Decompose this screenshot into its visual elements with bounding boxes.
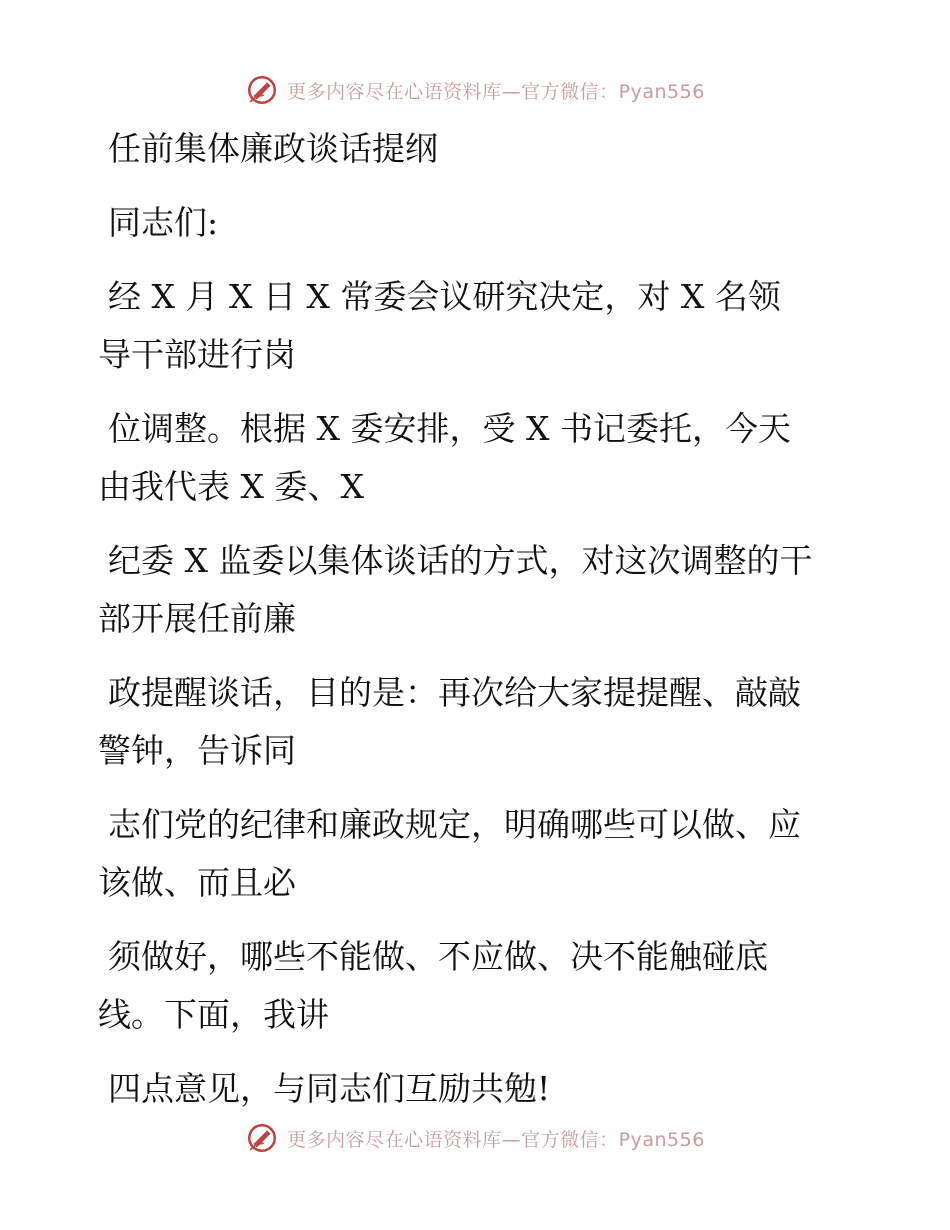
paragraph-line: 四点意见，与同志们互励共勉! [108, 1069, 551, 1108]
paragraph-line: 线。下面，我讲 [98, 995, 329, 1034]
paragraph-line: 该做、而且必 [98, 863, 296, 902]
watermark-bottom [0, 1118, 950, 1158]
document-title: 任前集体廉政谈话提纲 [108, 129, 438, 168]
paragraph-line: 志们党的纪律和廉政规定，明确哪些可以做、应 [108, 805, 801, 844]
salutation: 同志们: [108, 203, 219, 242]
paragraph-line: 由我代表 X 委、X [98, 467, 364, 506]
paragraph-line: 政提醒谈话，目的是：再次给大家提提醒、敲敲 [108, 673, 801, 712]
rose-pen-icon [245, 73, 279, 107]
paragraph-line: 部开展任前廉 [98, 599, 296, 638]
paragraph-line: 须做好，哪些不能做、不应做、决不能触碰底 [108, 937, 768, 976]
watermark-text: 更多内容尽在心语资料库—官方微信：Pyan556 [287, 80, 705, 103]
paragraph-line: 警钟，告诉同 [98, 731, 296, 770]
watermark-top [0, 70, 950, 110]
paragraph-line: 位调整。根据 X 委安排，受 X 书记委托，今天 [108, 409, 791, 448]
rose-pen-icon [245, 1121, 279, 1155]
paragraph-line: 经 X 月 X 日 X 常委会议研究决定，对 X 名领 [108, 277, 781, 316]
watermark-text: 更多内容尽在心语资料库—官方微信：Pyan556 [287, 1128, 705, 1151]
document-body [98, 120, 858, 1118]
paragraph-line: 纪委 X 监委以集体谈话的方式，对这次调整的干 [108, 541, 813, 580]
paragraph-line: 导干部进行岗 [98, 335, 296, 374]
